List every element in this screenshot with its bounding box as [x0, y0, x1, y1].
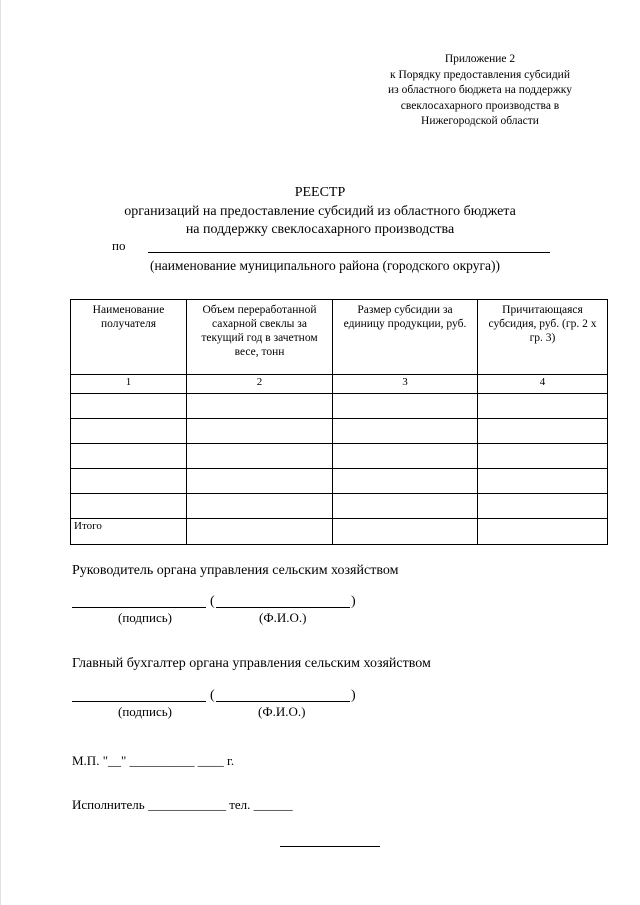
table-cell[interactable] [478, 444, 608, 469]
accountant-title: Главный бухгалтер органа управления сельским хозяйством [72, 656, 431, 671]
accountant-signature-line[interactable] [72, 701, 206, 702]
table-cell[interactable] [333, 444, 478, 469]
table-cell[interactable] [333, 394, 478, 419]
table-cell[interactable] [187, 469, 333, 494]
appendix-line: из областного бюджета на поддержку [388, 84, 572, 96]
head-paren-close: ) [351, 594, 356, 609]
head-title: Руководитель органа управления сельским хозяйством [72, 563, 399, 578]
table-cell[interactable] [187, 519, 333, 545]
district-caption: (наименование муниципального района (городского округа)) [150, 258, 500, 273]
header-recipient: Наименование получателя [71, 300, 187, 375]
header-volume: Объем переработанной сахарной свеклы за текущий год в зачетном весе, тонн [187, 300, 333, 375]
table-cell[interactable] [71, 394, 187, 419]
table-cell[interactable] [478, 519, 608, 545]
table-cell[interactable] [71, 419, 187, 444]
document-subtitle: организаций на предоставление субсидий из областного бюджета [124, 204, 516, 219]
accountant-signature-caption: (подпись) [118, 704, 172, 719]
table-row [71, 469, 608, 494]
column-number-row [71, 375, 608, 394]
accountant-paren-open: ( [210, 688, 215, 703]
column-number: 2 [187, 375, 333, 394]
table-cell[interactable] [71, 469, 187, 494]
po-label: по [112, 238, 126, 253]
table-row [71, 394, 608, 419]
table-cell[interactable] [478, 394, 608, 419]
appendix-line: Нижегородской области [421, 115, 539, 127]
head-fio-caption: (Ф.И.О.) [259, 610, 307, 625]
table-header-row [71, 300, 608, 375]
table-cell[interactable] [478, 419, 608, 444]
table-cell[interactable] [71, 444, 187, 469]
table-cell[interactable] [187, 494, 333, 519]
appendix-block [340, 52, 620, 130]
appendix-line: к Порядку предоставления субсидий [390, 68, 570, 81]
table-cell[interactable] [333, 494, 478, 519]
total-label: Итого [71, 519, 187, 545]
appendix-line: свеклосахарного производства в [400, 99, 560, 112]
document-title: РЕЕСТР [294, 185, 346, 200]
table-cell[interactable] [187, 444, 333, 469]
total-row [71, 519, 608, 545]
table-row [71, 419, 608, 444]
header-rate: Размер субсидии за единицу продукции, руб. [333, 300, 478, 375]
table-cell[interactable] [71, 494, 187, 519]
district-fill-line [148, 252, 550, 253]
table-cell[interactable] [187, 419, 333, 444]
column-number: 3 [333, 375, 478, 394]
table-row [71, 444, 608, 469]
accountant-fio-caption: (Ф.И.О.) [258, 704, 306, 719]
head-paren-open: ( [210, 594, 215, 609]
executor-line: Исполнитель ____________ тел. ______ [72, 797, 293, 812]
table-cell[interactable] [333, 519, 478, 545]
appendix-number: Приложение 2 [444, 53, 516, 65]
table-row [71, 494, 608, 519]
accountant-fio-line[interactable] [216, 701, 350, 702]
scan-edge [0, 0, 1, 905]
closing-rule [280, 846, 380, 847]
column-number: 4 [478, 375, 608, 394]
document-subtitle-2: на поддержку свеклосахарного производства [185, 222, 455, 237]
header-subsidy: Причитающаяся субсидия, руб. (гр. 2 х гр. 3) [478, 300, 608, 375]
head-signature-caption: (подпись) [118, 610, 172, 625]
column-number: 1 [71, 375, 187, 394]
table-cell[interactable] [478, 494, 608, 519]
accountant-paren-close: ) [351, 688, 356, 703]
registry-table [70, 299, 608, 545]
table-cell[interactable] [333, 469, 478, 494]
table-cell[interactable] [333, 419, 478, 444]
head-signature-line[interactable] [72, 607, 206, 608]
head-fio-line[interactable] [216, 607, 350, 608]
table-cell[interactable] [187, 394, 333, 419]
stamp-date-line: М.П. "__" __________ ____ г. [72, 753, 235, 768]
table-cell[interactable] [478, 469, 608, 494]
